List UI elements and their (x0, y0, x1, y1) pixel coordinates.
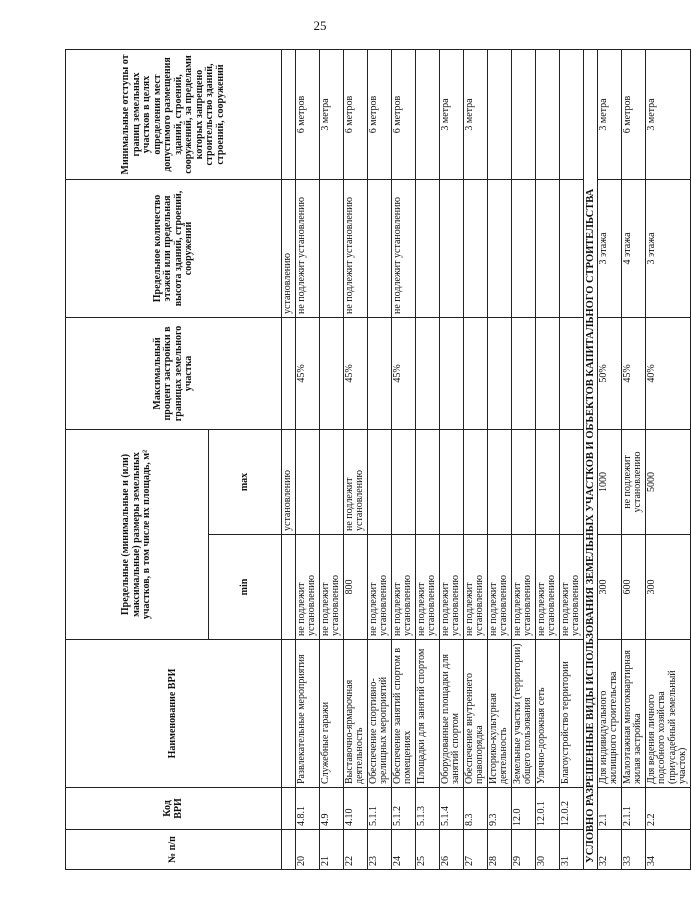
cell-min: не подлежит установлению (487, 535, 511, 640)
rotated-table-sheet (65, 50, 689, 870)
cell-setback (511, 49, 535, 179)
cell-min: 300 (597, 535, 621, 640)
cell-name: Обеспечение спортивно-зрелищных мероприятий (367, 640, 391, 788)
cell-floors: не подлежит установлению (391, 179, 415, 317)
cell-pct: 50% (597, 317, 621, 429)
header-size-group: Предельные (минимальные и (или) максимальные) размеры земельных участков, в том числе их площадь, м² (66, 429, 209, 639)
cell-name: Малоэтажная многоквартирная жилая застройка (621, 640, 645, 788)
cell-floors (511, 179, 535, 317)
cell-num: 29 (511, 830, 535, 870)
cell-setback: 3 метра (319, 49, 343, 179)
cell-code: 4.8.1 (295, 788, 319, 830)
section-row (583, 49, 597, 869)
cell-num: 34 (645, 830, 690, 870)
table-row (645, 49, 690, 869)
cell-name: Историко-культурная деятельность (487, 640, 511, 788)
cell-floors (463, 179, 487, 317)
table-row (559, 49, 583, 869)
cell-code: 5.1.3 (415, 788, 439, 830)
cell-pct (487, 317, 511, 429)
cell-setback: 6 метров (621, 49, 645, 179)
table-row (343, 49, 367, 869)
table-row (535, 49, 559, 869)
cell-pct (439, 317, 463, 429)
cell-floors: не подлежит установлению (295, 179, 319, 317)
cell-min: не подлежит установлению (511, 535, 535, 640)
cell-max: не подлежит установлению (621, 429, 645, 534)
cell-floors (319, 179, 343, 317)
cell-setback: 3 метра (439, 49, 463, 179)
cell-name: Благоустройство территории (559, 640, 583, 788)
cell-code: 9.3 (487, 788, 511, 830)
header-num: № п/п (66, 830, 282, 870)
cell-num (282, 830, 296, 870)
cell-max (367, 429, 391, 534)
cell-name: Обеспечение занятий спортом в помещениях (391, 640, 415, 788)
cell-max (319, 429, 343, 534)
cell-pct (559, 317, 583, 429)
cell-max (487, 429, 511, 534)
cell-floors (487, 179, 511, 317)
cell-pct (415, 317, 439, 429)
cell-code: 4.10 (343, 788, 367, 830)
table-row (415, 49, 439, 869)
cell-name: Улично-дорожная сеть (535, 640, 559, 788)
cell-num: 21 (319, 830, 343, 870)
cell-num: 23 (367, 830, 391, 870)
cell-max (391, 429, 415, 534)
cell-name: Земельные участки (территории) общего пользования (511, 640, 535, 788)
cell-min: не подлежит установлению (559, 535, 583, 640)
cell-floors: 3 этажа (597, 179, 621, 317)
cell-name (282, 640, 296, 788)
section-title: УСЛОВНО РАЗРЕШЕННЫЕ ВИДЫ ИСПОЛЬЗОВАНИЯ ЗЕМЕЛЬНЫХ УЧАСТКОВ И ОБЪЕКТОВ КАПИТАЛЬНОГО СТРОИТЕЛЬСТВА (583, 49, 597, 869)
table-row (463, 49, 487, 869)
header-max: max (209, 429, 282, 534)
cell-setback: 6 метров (295, 49, 319, 179)
table-row (511, 49, 535, 869)
cell-floors: 3 этажа (645, 179, 690, 317)
table-row (319, 49, 343, 869)
cell-code: 2.2 (645, 788, 690, 830)
cell-pct: 45% (391, 317, 415, 429)
cell-floors (415, 179, 439, 317)
cell-num: 28 (487, 830, 511, 870)
cell-min: не подлежит установлению (463, 535, 487, 640)
cell-code: 12.0.2 (559, 788, 583, 830)
header-name: Наименование ВРИ (66, 640, 282, 788)
cell-setback: 3 метра (597, 49, 621, 179)
cell-setback (282, 49, 296, 179)
cell-num: 26 (439, 830, 463, 870)
cell-pct: 40% (645, 317, 690, 429)
table-row (621, 49, 645, 869)
cell-setback: 6 метров (367, 49, 391, 179)
cell-name: Развлекательные мероприятия (295, 640, 319, 788)
cell-floors: 4 этажа (621, 179, 645, 317)
cell-min: не подлежит установлению (391, 535, 415, 640)
cell-pct: 45% (295, 317, 319, 429)
cell-code: 12.0.1 (535, 788, 559, 830)
cell-pct: 45% (343, 317, 367, 429)
cell-setback (535, 49, 559, 179)
cell-code: 8.3 (463, 788, 487, 830)
cell-code: 5.1.4 (439, 788, 463, 830)
cell-setback (415, 49, 439, 179)
cell-floors (535, 179, 559, 317)
cell-name: Обеспечение внутреннего правопорядка (463, 640, 487, 788)
cell-code: 2.1.1 (621, 788, 645, 830)
table-row (439, 49, 463, 869)
cell-setback: 6 метров (343, 49, 367, 179)
table-row (597, 49, 621, 869)
cell-code: 2.1 (597, 788, 621, 830)
header-floors: Предельное количество этажей или предельная высота зданий, строений, сооружений (66, 179, 282, 317)
cell-max (439, 429, 463, 534)
cell-floors (439, 179, 463, 317)
table-row (295, 49, 319, 869)
cell-min: не подлежит установлению (535, 535, 559, 640)
cell-max (559, 429, 583, 534)
cell-num: 31 (559, 830, 583, 870)
cell-code: 4.9 (319, 788, 343, 830)
cell-pct (282, 317, 296, 429)
cell-pct (319, 317, 343, 429)
cell-name: Оборудованные площадки для занятий спортом (439, 640, 463, 788)
cell-pct: 45% (621, 317, 645, 429)
cell-max (295, 429, 319, 534)
cell-setback (559, 49, 583, 179)
cell-num: 24 (391, 830, 415, 870)
cell-floors: не подлежит установлению (343, 179, 367, 317)
cell-name: Для ведения личного подсобного хозяйства (приусадебный земельный участок) (645, 640, 690, 788)
cell-max (415, 429, 439, 534)
table-row (282, 49, 296, 869)
cell-min: не подлежит установлению (295, 535, 319, 640)
cell-min: не подлежит установлению (367, 535, 391, 640)
cell-code: 12.0 (511, 788, 535, 830)
cell-name: Площадки для занятий спортом (415, 640, 439, 788)
cell-min: 800 (343, 535, 367, 640)
cell-setback: 3 метра (463, 49, 487, 179)
vri-table (65, 49, 691, 870)
cell-floors (367, 179, 391, 317)
cell-name: Выставочно-ярмарочная деятельность (343, 640, 367, 788)
cell-num: 33 (621, 830, 645, 870)
cell-pct (511, 317, 535, 429)
cell-min: не подлежит установлению (415, 535, 439, 640)
header-setback: Минимальные отступы от границ земельных участков в целях определения мест допустимого размещения зданий, строений, сооружений, за пределами которых запрещено строительство зданий, строений, сооружений (66, 49, 282, 179)
cell-min (282, 535, 296, 640)
cell-num: 20 (295, 830, 319, 870)
cell-min: 600 (621, 535, 645, 640)
cell-floors (559, 179, 583, 317)
cell-pct (463, 317, 487, 429)
header-pct: Максимальный процент застройки в границах земельного участка (66, 317, 282, 429)
table-row (367, 49, 391, 869)
cell-name: Служебные гаражи (319, 640, 343, 788)
cell-num: 25 (415, 830, 439, 870)
cell-pct (367, 317, 391, 429)
cell-setback: 3 метра (645, 49, 690, 179)
page-number: 25 (313, 18, 327, 33)
cell-name: Для индивидуального жилищного строительства (597, 640, 621, 788)
cell-setback (487, 49, 511, 179)
cell-num: 30 (535, 830, 559, 870)
cell-floors: установлению (282, 179, 296, 317)
cell-num: 22 (343, 830, 367, 870)
cell-max (535, 429, 559, 534)
header-code: Код ВРИ (66, 788, 282, 830)
cell-max (463, 429, 487, 534)
cell-max: 1000 (597, 429, 621, 534)
cell-pct (535, 317, 559, 429)
table-row (391, 49, 415, 869)
cell-setback: 6 метров (391, 49, 415, 179)
cell-max: установлению (282, 429, 296, 534)
rotated-table-container (65, 50, 689, 870)
cell-min: не подлежит установлению (439, 535, 463, 640)
cell-max (511, 429, 535, 534)
cell-min: 300 (645, 535, 690, 640)
header-min: min (209, 535, 282, 640)
cell-code: 5.1.1 (367, 788, 391, 830)
cell-min: не подлежит установлению (319, 535, 343, 640)
cell-num: 27 (463, 830, 487, 870)
table-row (487, 49, 511, 869)
cell-num: 32 (597, 830, 621, 870)
cell-max: 5000 (645, 429, 690, 534)
cell-code: 5.1.2 (391, 788, 415, 830)
cell-max: не подлежит установлению (343, 429, 367, 534)
cell-code (282, 788, 296, 830)
